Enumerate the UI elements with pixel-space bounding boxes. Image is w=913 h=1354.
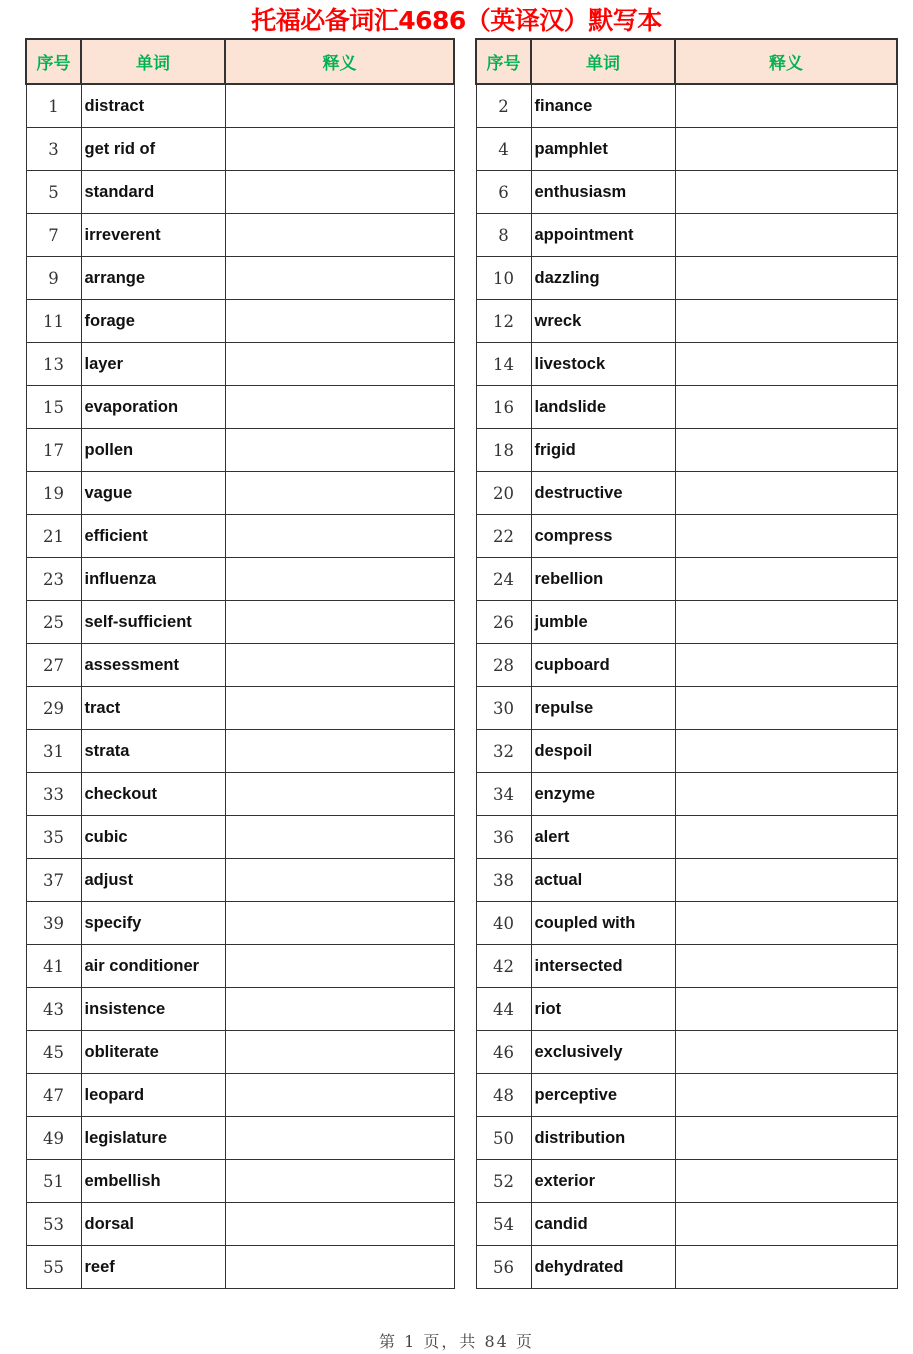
row-number: 53 — [26, 1203, 81, 1246]
table-row — [26, 300, 454, 343]
row-number: 52 — [476, 1160, 531, 1203]
table-row — [476, 644, 897, 687]
vocab-word: self-sufficient — [81, 601, 225, 644]
row-number: 16 — [476, 386, 531, 429]
vocab-word: legislature — [81, 1117, 225, 1160]
table-row — [476, 386, 897, 429]
meaning-blank[interactable] — [675, 1031, 897, 1074]
table-row — [476, 1117, 897, 1160]
vocab-word: riot — [531, 988, 675, 1031]
vocab-word: enzyme — [531, 773, 675, 816]
meaning-blank[interactable] — [675, 128, 897, 171]
row-number: 14 — [476, 343, 531, 386]
table-row — [476, 1246, 897, 1289]
vocab-word: cupboard — [531, 644, 675, 687]
table-row — [26, 687, 454, 730]
meaning-blank[interactable] — [675, 1203, 897, 1246]
table-row — [26, 128, 454, 171]
row-number: 25 — [26, 601, 81, 644]
header-meaning: 释义 — [675, 39, 897, 84]
vocab-word: exclusively — [531, 1031, 675, 1074]
meaning-blank[interactable] — [675, 257, 897, 300]
meaning-blank[interactable] — [675, 945, 897, 988]
header-number: 序号 — [26, 39, 81, 84]
table-row — [476, 214, 897, 257]
row-number: 26 — [476, 601, 531, 644]
table-row — [476, 1203, 897, 1246]
vocab-word: tract — [81, 687, 225, 730]
meaning-blank[interactable] — [675, 644, 897, 687]
table-row — [26, 257, 454, 300]
row-number: 4 — [476, 128, 531, 171]
table-row — [476, 601, 897, 644]
meaning-blank[interactable] — [675, 902, 897, 945]
meaning-blank[interactable] — [225, 171, 454, 214]
row-number: 56 — [476, 1246, 531, 1289]
vocab-table-left — [25, 38, 455, 1289]
vocab-word: frigid — [531, 429, 675, 472]
meaning-blank[interactable] — [225, 687, 454, 730]
table-row — [476, 1031, 897, 1074]
vocab-word: distract — [81, 84, 225, 128]
table-row — [476, 84, 897, 128]
vocab-word: strata — [81, 730, 225, 773]
row-number: 9 — [26, 257, 81, 300]
vocab-word: embellish — [81, 1160, 225, 1203]
meaning-blank[interactable] — [225, 84, 454, 128]
vocab-word: reef — [81, 1246, 225, 1289]
vocab-word: checkout — [81, 773, 225, 816]
row-number: 29 — [26, 687, 81, 730]
row-number: 30 — [476, 687, 531, 730]
meaning-blank[interactable] — [675, 558, 897, 601]
vocab-word: dazzling — [531, 257, 675, 300]
row-number: 47 — [26, 1074, 81, 1117]
page-title: 托福必备词汇4686（英译汉）默写本 — [251, 6, 662, 35]
vocab-word: repulse — [531, 687, 675, 730]
table-row — [476, 472, 897, 515]
meaning-blank[interactable] — [675, 429, 897, 472]
table-row — [26, 84, 454, 128]
meaning-blank[interactable] — [675, 214, 897, 257]
vocab-word: landslide — [531, 386, 675, 429]
row-number: 33 — [26, 773, 81, 816]
table-row — [26, 386, 454, 429]
row-number: 32 — [476, 730, 531, 773]
row-number: 10 — [476, 257, 531, 300]
row-number: 17 — [26, 429, 81, 472]
meaning-blank[interactable] — [675, 300, 897, 343]
meaning-blank[interactable] — [675, 816, 897, 859]
table-row — [26, 429, 454, 472]
table-row — [476, 128, 897, 171]
meaning-blank[interactable] — [225, 257, 454, 300]
table-row — [26, 1160, 454, 1203]
meaning-blank[interactable] — [675, 343, 897, 386]
vocab-word: insistence — [81, 988, 225, 1031]
vocab-word: arrange — [81, 257, 225, 300]
table-row — [476, 859, 897, 902]
meaning-blank[interactable] — [225, 1246, 454, 1289]
row-number: 8 — [476, 214, 531, 257]
table-row — [476, 730, 897, 773]
meaning-blank[interactable] — [225, 644, 454, 687]
meaning-blank[interactable] — [675, 515, 897, 558]
table-row — [26, 1031, 454, 1074]
table-row — [476, 773, 897, 816]
row-number: 41 — [26, 945, 81, 988]
row-number: 34 — [476, 773, 531, 816]
vocab-word: influenza — [81, 558, 225, 601]
meaning-blank[interactable] — [675, 988, 897, 1031]
row-number: 45 — [26, 1031, 81, 1074]
table-row — [476, 902, 897, 945]
vocab-word: pamphlet — [531, 128, 675, 171]
table-row — [476, 300, 897, 343]
vocab-word: candid — [531, 1203, 675, 1246]
table-row — [26, 1246, 454, 1289]
meaning-blank[interactable] — [675, 730, 897, 773]
table-row — [26, 902, 454, 945]
vocab-word: intersected — [531, 945, 675, 988]
row-number: 2 — [476, 84, 531, 128]
table-row — [26, 515, 454, 558]
vocab-word: leopard — [81, 1074, 225, 1117]
header-word: 单词 — [81, 39, 225, 84]
table-row — [476, 558, 897, 601]
meaning-blank[interactable] — [225, 773, 454, 816]
table-row — [26, 988, 454, 1031]
row-number: 38 — [476, 859, 531, 902]
vocab-word: pollen — [81, 429, 225, 472]
meaning-blank[interactable] — [225, 601, 454, 644]
row-number: 31 — [26, 730, 81, 773]
header-word: 单词 — [531, 39, 675, 84]
row-number: 11 — [26, 300, 81, 343]
vocab-word: evaporation — [81, 386, 225, 429]
row-number: 23 — [26, 558, 81, 601]
vocab-word: perceptive — [531, 1074, 675, 1117]
vocab-word: compress — [531, 515, 675, 558]
vocab-word: coupled with — [531, 902, 675, 945]
table-row — [476, 945, 897, 988]
vocab-word: obliterate — [81, 1031, 225, 1074]
row-number: 48 — [476, 1074, 531, 1117]
table-header-row — [26, 39, 454, 84]
vocab-word: irreverent — [81, 214, 225, 257]
vocab-word: air conditioner — [81, 945, 225, 988]
meaning-blank[interactable] — [225, 859, 454, 902]
meaning-blank[interactable] — [675, 472, 897, 515]
table-row — [476, 687, 897, 730]
row-number: 36 — [476, 816, 531, 859]
table-row — [26, 859, 454, 902]
row-number: 44 — [476, 988, 531, 1031]
vocab-word: layer — [81, 343, 225, 386]
meaning-blank[interactable] — [675, 1074, 897, 1117]
table-row — [26, 171, 454, 214]
table-row — [476, 343, 897, 386]
row-number: 35 — [26, 816, 81, 859]
row-number: 24 — [476, 558, 531, 601]
row-number: 18 — [476, 429, 531, 472]
vocab-word: exterior — [531, 1160, 675, 1203]
table-row — [476, 171, 897, 214]
page-footer: 第 1 页，共 84 页 — [379, 1332, 534, 1351]
vocab-word: forage — [81, 300, 225, 343]
meaning-blank[interactable] — [225, 1203, 454, 1246]
vocab-word: assessment — [81, 644, 225, 687]
meaning-blank[interactable] — [225, 1074, 454, 1117]
meaning-blank[interactable] — [675, 859, 897, 902]
meaning-blank[interactable] — [675, 1117, 897, 1160]
vocab-word: vague — [81, 472, 225, 515]
table-row — [476, 515, 897, 558]
meaning-blank[interactable] — [225, 945, 454, 988]
row-number: 54 — [476, 1203, 531, 1246]
meaning-blank[interactable] — [225, 300, 454, 343]
table-row — [26, 1117, 454, 1160]
meaning-blank[interactable] — [225, 730, 454, 773]
table-row — [26, 816, 454, 859]
table-row — [26, 1074, 454, 1117]
table-row — [476, 429, 897, 472]
meaning-blank[interactable] — [225, 214, 454, 257]
row-number: 19 — [26, 472, 81, 515]
row-number: 39 — [26, 902, 81, 945]
row-number: 6 — [476, 171, 531, 214]
row-number: 22 — [476, 515, 531, 558]
header-meaning: 释义 — [225, 39, 454, 84]
table-row — [26, 945, 454, 988]
meaning-blank[interactable] — [225, 343, 454, 386]
meaning-blank[interactable] — [675, 171, 897, 214]
row-number: 21 — [26, 515, 81, 558]
table-body-left — [26, 84, 454, 1289]
meaning-blank[interactable] — [675, 1160, 897, 1203]
meaning-blank[interactable] — [225, 988, 454, 1031]
table-row — [476, 988, 897, 1031]
vocab-word: get rid of — [81, 128, 225, 171]
row-number: 20 — [476, 472, 531, 515]
vocab-word: actual — [531, 859, 675, 902]
vocab-word: dorsal — [81, 1203, 225, 1246]
vocab-word: jumble — [531, 601, 675, 644]
table-row — [26, 343, 454, 386]
row-number: 15 — [26, 386, 81, 429]
row-number: 51 — [26, 1160, 81, 1203]
row-number: 1 — [26, 84, 81, 128]
table-row — [26, 644, 454, 687]
vocab-word: wreck — [531, 300, 675, 343]
meaning-blank[interactable] — [675, 773, 897, 816]
vocab-word: finance — [531, 84, 675, 128]
table-row — [26, 730, 454, 773]
vocab-word: despoil — [531, 730, 675, 773]
vocab-word: standard — [81, 171, 225, 214]
table-row — [476, 257, 897, 300]
meaning-blank[interactable] — [225, 429, 454, 472]
vocab-word: cubic — [81, 816, 225, 859]
vocab-word: efficient — [81, 515, 225, 558]
row-number: 12 — [476, 300, 531, 343]
row-number: 42 — [476, 945, 531, 988]
table-header-row — [476, 39, 897, 84]
vocab-word: specify — [81, 902, 225, 945]
meaning-blank[interactable] — [225, 1117, 454, 1160]
row-number: 46 — [476, 1031, 531, 1074]
table-row — [476, 816, 897, 859]
meaning-blank[interactable] — [675, 1246, 897, 1289]
meaning-blank[interactable] — [225, 515, 454, 558]
meaning-blank[interactable] — [225, 128, 454, 171]
vocab-word: distribution — [531, 1117, 675, 1160]
table-row — [26, 558, 454, 601]
table-row — [476, 1074, 897, 1117]
meaning-blank[interactable] — [675, 84, 897, 128]
table-body-right — [476, 84, 897, 1289]
row-number: 43 — [26, 988, 81, 1031]
row-number: 40 — [476, 902, 531, 945]
vocab-word: destructive — [531, 472, 675, 515]
table-row — [26, 773, 454, 816]
meaning-blank[interactable] — [225, 1160, 454, 1203]
meaning-blank[interactable] — [675, 386, 897, 429]
meaning-blank[interactable] — [225, 1031, 454, 1074]
vocab-word: dehydrated — [531, 1246, 675, 1289]
row-number: 37 — [26, 859, 81, 902]
table-row — [26, 601, 454, 644]
meaning-blank[interactable] — [225, 902, 454, 945]
table-row — [26, 1203, 454, 1246]
meaning-blank[interactable] — [675, 687, 897, 730]
vocab-word: alert — [531, 816, 675, 859]
meaning-blank[interactable] — [225, 558, 454, 601]
vocab-word: appointment — [531, 214, 675, 257]
row-number: 5 — [26, 171, 81, 214]
meaning-blank[interactable] — [675, 601, 897, 644]
row-number: 49 — [26, 1117, 81, 1160]
row-number: 27 — [26, 644, 81, 687]
row-number: 7 — [26, 214, 81, 257]
meaning-blank[interactable] — [225, 472, 454, 515]
row-number: 13 — [26, 343, 81, 386]
vocab-word: enthusiasm — [531, 171, 675, 214]
table-row — [26, 214, 454, 257]
table-row — [476, 1160, 897, 1203]
vocab-table-right — [475, 38, 898, 1289]
row-number: 3 — [26, 128, 81, 171]
vocab-word: adjust — [81, 859, 225, 902]
table-row — [26, 472, 454, 515]
meaning-blank[interactable] — [225, 816, 454, 859]
header-number: 序号 — [476, 39, 531, 84]
vocab-word: livestock — [531, 343, 675, 386]
vocab-word: rebellion — [531, 558, 675, 601]
row-number: 55 — [26, 1246, 81, 1289]
row-number: 50 — [476, 1117, 531, 1160]
meaning-blank[interactable] — [225, 386, 454, 429]
row-number: 28 — [476, 644, 531, 687]
